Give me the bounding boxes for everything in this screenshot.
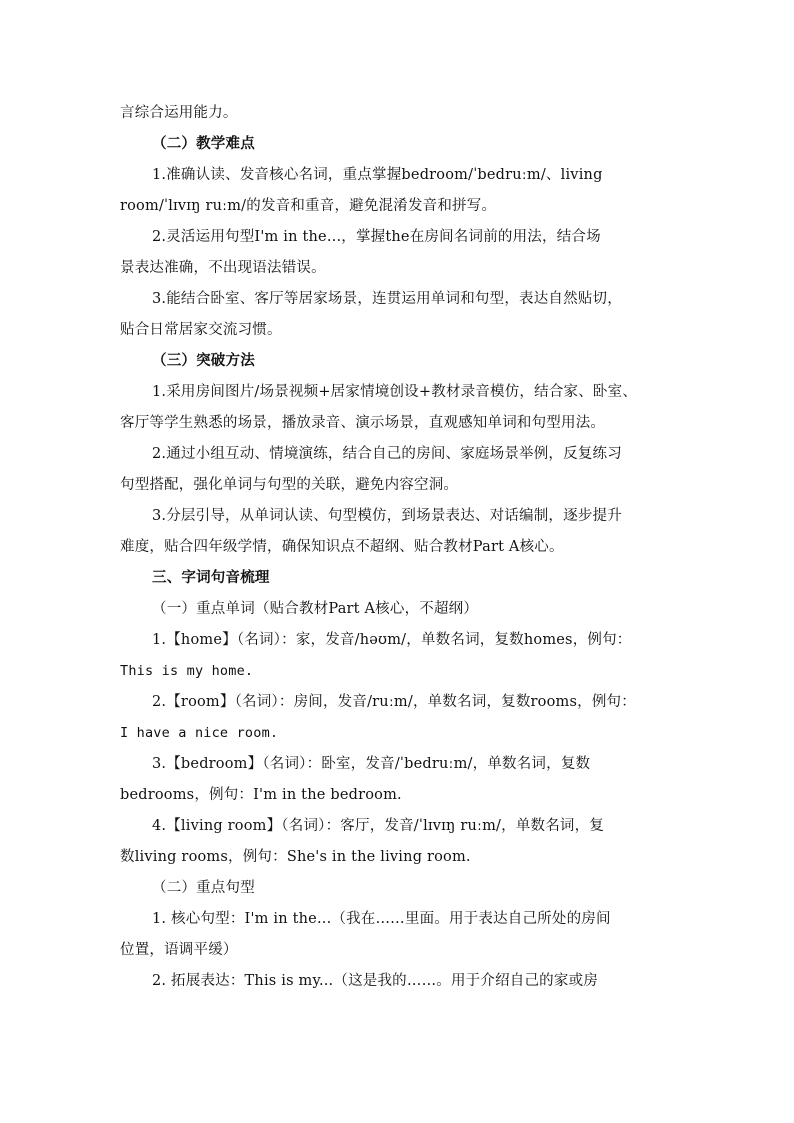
paragraph-line: 2.通过小组互动、情境演练，结合自己的房间、家庭场景举例，反复练习 xyxy=(152,446,622,462)
sentence-pattern-core: 1. 核心句型：I'm in the...（我在……里面。用于表达自己所处的房间 xyxy=(152,911,611,927)
example-sentence: I have a nice room. xyxy=(120,725,279,741)
example-sentence: bedrooms，例句：I'm in the bedroom. xyxy=(120,787,402,803)
section-heading-breakthrough-methods: （三）突破方法 xyxy=(152,352,255,369)
paragraph-line: 位置，语调平缓） xyxy=(120,942,238,958)
paragraph-line: 2.灵活运用句型I'm in the...，掌握the在房间名词前的用法，结合场 xyxy=(152,229,601,245)
paragraph-line: 客厅等学生熟悉的场景，播放录音、演示场景，直观感知单词和句型用法。 xyxy=(120,415,606,431)
paragraph-line: 句型搭配，强化单词与句型的关联，避免内容空洞。 xyxy=(120,477,459,493)
sentence-pattern-extended: 2. 拓展表达：This is my...（这是我的……。用于介绍自己的家或房 xyxy=(152,973,598,989)
example-sentence: 数living rooms，例句：She's in the living room. xyxy=(120,849,471,865)
paragraph-line: 景表达准确，不出现语法错误。 xyxy=(120,260,326,276)
paragraph-line: 3.分层引导，从单词认读、句型模仿，到场景表达、对话编制，逐步提升 xyxy=(152,508,622,524)
paragraph-line: room/ˈlɪvɪŋ ruːm/的发音和重音，避免混淆发音和拼写。 xyxy=(120,198,497,214)
paragraph-line: 言综合运用能力。 xyxy=(120,105,238,121)
paragraph-line: 1.准确认读、发音核心名词，重点掌握bedroom/ˈbedruːm/、living xyxy=(152,167,603,183)
vocab-entry-bedroom: 3.【bedroom】（名词）：卧室，发音/ˈbedruːm/，单数名词，复数 xyxy=(152,756,591,772)
section-heading-teaching-difficulties: （二）教学难点 xyxy=(152,135,255,152)
vocab-entry-room: 2.【room】（名词）：房间，发音/ruːm/，单数名词，复数rooms，例句： xyxy=(152,694,636,710)
vocab-entry-living-room: 4.【living room】（名词）：客厅，发音/ˈlɪvɪŋ ruːm/，单数名词，复 xyxy=(152,818,605,834)
paragraph-line: 3.能结合卧室、客厅等居家场景，连贯运用单词和句型，表达自然贴切， xyxy=(152,291,622,307)
example-sentence: This is my home. xyxy=(120,663,254,679)
paragraph-line: 难度，贴合四年级学情，确保知识点不超纲、贴合教材Part A核心。 xyxy=(120,539,564,555)
section-heading-vocabulary: 三、字词句音梳理 xyxy=(152,569,270,586)
paragraph-line: 1.采用房间图片/场景视频+居家情境创设+教材录音模仿，结合家、卧室、 xyxy=(152,384,638,400)
subheading-key-sentences: （二）重点句型 xyxy=(152,880,255,896)
paragraph-line: 贴合日常居家交流习惯。 xyxy=(120,322,282,338)
vocab-entry-home: 1.【home】（名词）：家，发音/həʊm/，单数名词，复数homes，例句： xyxy=(152,632,632,648)
subheading-key-words: （一）重点单词（贴合教材Part A核心，不超纲） xyxy=(152,601,479,617)
